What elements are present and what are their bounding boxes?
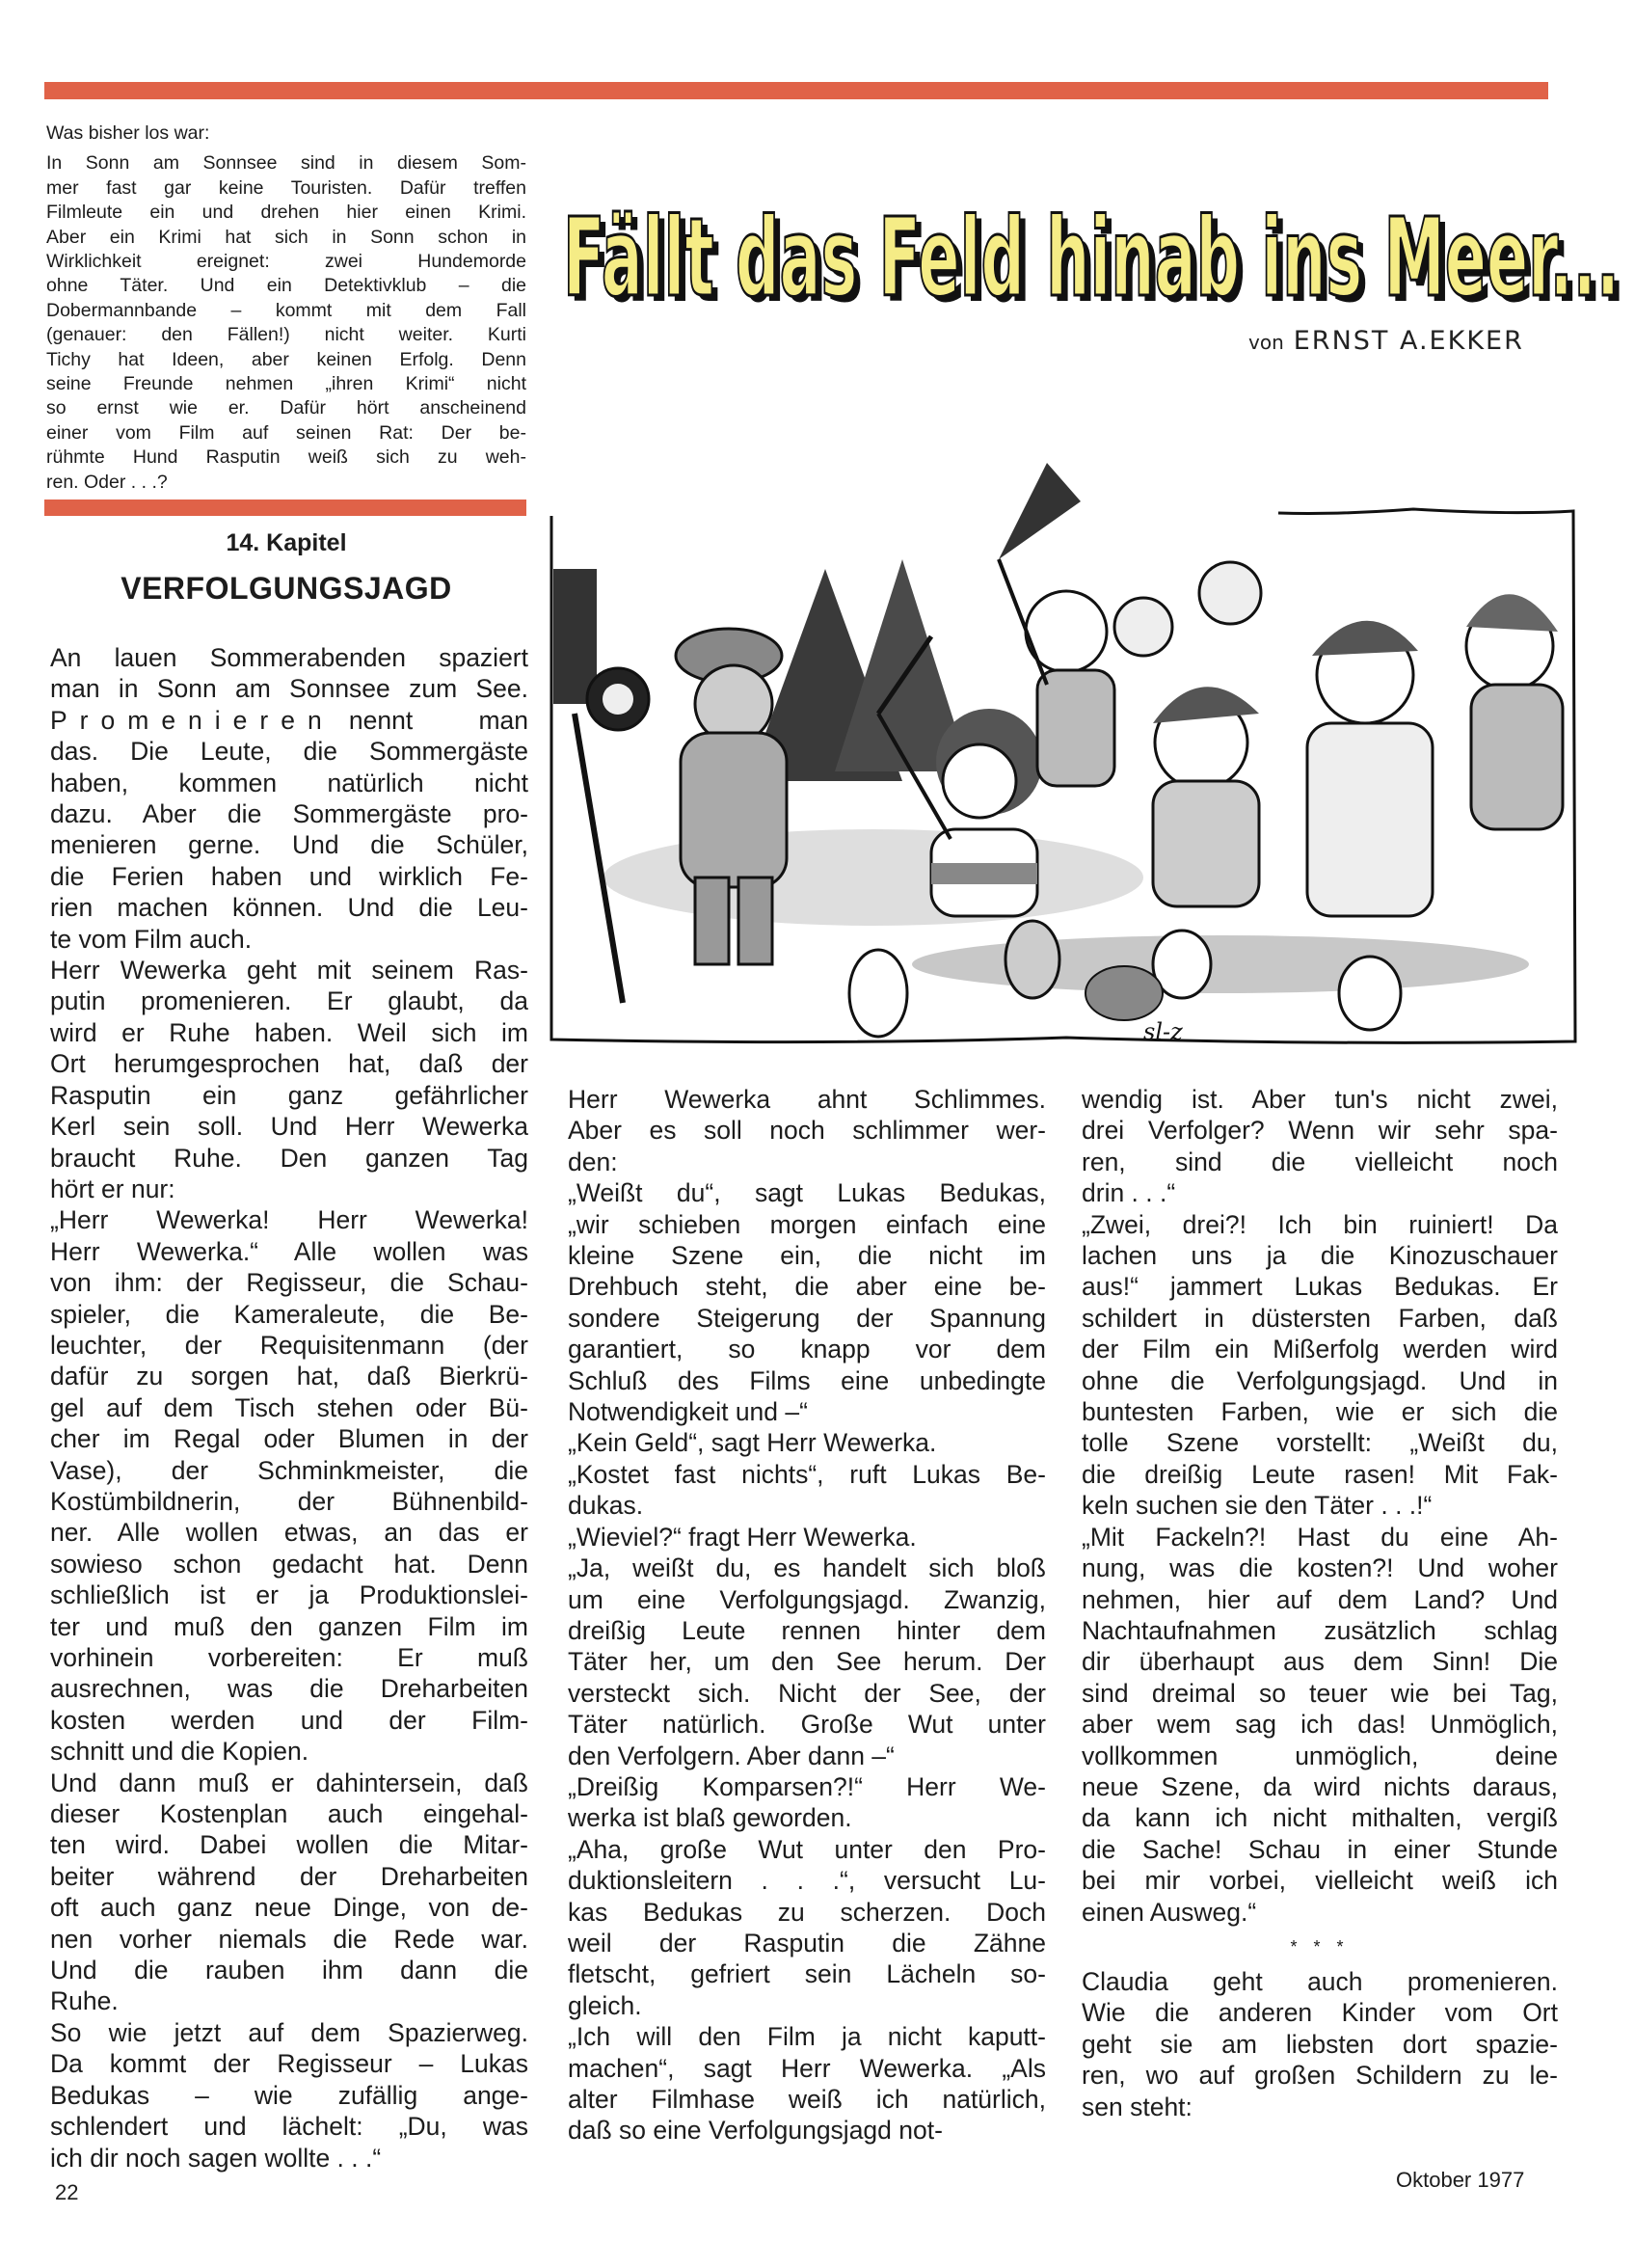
- text-line: ren, wo auf großen Schildern zu le-: [1082, 2061, 1558, 2091]
- text-line: vollkommen unmöglich, deine: [1082, 1741, 1558, 1770]
- text-line: versteckt sich. Nicht der See, der: [568, 1678, 1046, 1708]
- text-line: Drehbuch steht, die aber eine be-: [568, 1272, 1046, 1302]
- text-line: kosten werden und der Film-: [50, 1705, 528, 1735]
- text-line: Und dann muß er dahintersein, daß: [50, 1768, 528, 1797]
- text-line: gel auf dem Tisch stehen oder Bü-: [50, 1392, 528, 1422]
- text-line: Schluß des Films eine unbedingte: [568, 1365, 1046, 1395]
- text-line: „Herr Wewerka! Herr Wewerka!: [50, 1205, 528, 1235]
- text-line: keln suchen sie den Täter . . .!“: [1082, 1491, 1433, 1521]
- headline-title-text: Fällt das Feld hinab ins Meer...: [563, 204, 1620, 310]
- recap-box: [46, 122, 526, 495]
- text-line: spieler, die Kameraleute, die Be-: [50, 1299, 528, 1329]
- paragraph: [1082, 1522, 1558, 1928]
- paragraph: [568, 1177, 1046, 1427]
- text-line: schlendert und lächelt: „Du, was: [50, 2112, 528, 2142]
- paragraph: [568, 1522, 1046, 1552]
- text-line: die Sache! Schau in einer Stunde: [1082, 1834, 1558, 1864]
- text-line: um eine Verfolgungsjagd. Zwanzig,: [568, 1584, 1046, 1614]
- text-line: ner. Alle wollen etwas, an das er: [50, 1518, 528, 1548]
- paragraph: [50, 1768, 528, 2017]
- text-line: dir überhaupt aus dem Sinn! Die: [1082, 1647, 1558, 1677]
- text-line: ausrechnen, was die Dreharbeiten: [50, 1674, 528, 1704]
- text-line: die dreißig Leute rasen! Mit Fak-: [1082, 1459, 1558, 1489]
- text-line: ich dir noch sagen wollte . . .“: [50, 2143, 382, 2173]
- text-line: dazu. Aber die Sommergäste pro-: [50, 799, 528, 829]
- text-line: neue Szene, da wird nichts daraus,: [1082, 1771, 1558, 1801]
- text-line: buntesten Farben, wie er sich die: [1082, 1397, 1558, 1427]
- text-line: werka ist blaß geworden.: [568, 1803, 852, 1833]
- text-line: den Verfolgern. Aber dann –“: [568, 1741, 895, 1770]
- text-line: von ihm: der Regisseur, die Schau-: [50, 1268, 528, 1298]
- text-line: duktionsleitern . . .“, versucht Lu-: [568, 1866, 1046, 1896]
- paragraph: [568, 1552, 1046, 1771]
- text-line: ren, sind die vielleicht noch: [1082, 1147, 1558, 1176]
- text-line: Herr Wewerka.“ Alle wollen was: [50, 1236, 528, 1266]
- article-column-3: [1082, 1084, 1558, 2122]
- text-line: drei Verfolger? Wenn wir sehr spa-: [1082, 1116, 1558, 1146]
- text-line: nehmen, hier auf dem Land? Und: [1082, 1584, 1558, 1614]
- text-line: „Kostet fast nichts“, ruft Lukas Be-: [568, 1459, 1046, 1489]
- paragraph: [1082, 1209, 1558, 1522]
- text-line: Herr Wewerka geht mit seinem Ras-: [50, 956, 528, 986]
- accent-bar-recap: [44, 500, 526, 516]
- paragraph: [568, 1427, 1046, 1458]
- article-column-1: [50, 642, 528, 2174]
- text-line: kas Bedukas zu scherzen. Doch: [568, 1897, 1046, 1927]
- text-line: wird er Ruhe haben. Weil sich im: [50, 1017, 528, 1047]
- text-line: te vom Film auch.: [50, 924, 253, 954]
- headline-title: [563, 204, 1633, 310]
- text-line: tolle Szene vorstellt: „Weißt du,: [1082, 1428, 1558, 1458]
- paragraph: [50, 955, 528, 1204]
- recap-line: ohne Täter. Und ein Detektivklub – die: [46, 275, 526, 297]
- chapter-number: 14. Kapitel: [226, 529, 347, 556]
- text-line: Aber es soll noch schlimmer wer-: [568, 1116, 1046, 1146]
- text-line: oft auch ganz neue Dinge, von de-: [50, 1893, 528, 1923]
- text-line: schnitt und die Kopien.: [50, 1737, 309, 1767]
- paragraph: [1082, 1084, 1558, 1209]
- text-line: aus!“ jammert Lukas Bedukas. Er: [1082, 1272, 1558, 1302]
- text-line: Täter natürlich. Große Wut unter: [568, 1710, 1046, 1740]
- paragraph: [568, 2021, 1046, 2146]
- text-line: Da kommt der Regisseur – Lukas: [50, 2049, 528, 2079]
- accent-bar-top: [44, 82, 1548, 99]
- byline-prefix: von: [1248, 331, 1284, 354]
- text-line: haben, kommen natürlich nicht: [50, 768, 528, 797]
- paragraph: [50, 2017, 528, 2174]
- text-line: So wie jetzt auf dem Spazierweg.: [50, 2017, 528, 2047]
- chapter-title: VERFOLGUNGSJAGD: [121, 571, 452, 606]
- text-line: rien machen können. Und die Leu-: [50, 893, 528, 923]
- text-line: nen vorher niemals die Rede war.: [50, 1924, 528, 1954]
- recap-heading: Was bisher los war:: [46, 122, 210, 144]
- page-number: 22: [55, 2180, 79, 2204]
- recap-line: Tichy hat Ideen, aber keinen Erfolg. Denn: [46, 348, 526, 370]
- paragraph: [50, 642, 528, 955]
- text-line: machen“, sagt Herr Wewerka. „Als: [568, 2053, 1046, 2083]
- text-line: hört er nur:: [50, 1174, 175, 1203]
- recap-line: Aber ein Krimi hat sich in Sonn schon in: [46, 226, 526, 248]
- text-line: schließlich ist er ja Produktionslei-: [50, 1580, 528, 1610]
- text-line: dukas.: [568, 1491, 644, 1521]
- text-line: man in Sonn am Sonnsee zum See.: [50, 674, 528, 704]
- text-line: sind dreimal so teuer wie bei Tag,: [1082, 1678, 1558, 1708]
- text-line: „wir schieben morgen einfach eine: [568, 1209, 1046, 1239]
- text-line: aber wem sag ich das! Unmöglich,: [1082, 1710, 1558, 1740]
- recap-line: seine Freunde nehmen „ihren Krimi“ nicht: [46, 373, 526, 395]
- text-line: ter und muß den ganzen Film im: [50, 1611, 528, 1641]
- text-line: lachen uns ja die Kinozuschauer: [1082, 1241, 1558, 1271]
- text-line: nung, was die kosten?! Und woher: [1082, 1553, 1558, 1583]
- text-line: das. Die Leute, die Sommergäste: [50, 737, 528, 767]
- text-line: schildert in düstersten Farben, daß: [1082, 1303, 1558, 1333]
- recap-line: Filmleute ein und drehen hier einen Krimi.: [46, 202, 526, 224]
- text-line: den:: [568, 1147, 618, 1176]
- text-line: „Zwei, drei?! Ich bin ruiniert! Da: [1082, 1209, 1558, 1239]
- text-line: sowieso schon gedacht hat. Denn: [50, 1549, 528, 1579]
- text-line: ohne die Verfolgungsjagd. Und in: [1082, 1365, 1558, 1395]
- text-line: Promenieren nennt man: [50, 705, 528, 735]
- text-line: „Aha, große Wut unter den Pro-: [568, 1834, 1046, 1864]
- text-line: dieser Kostenplan auch eingehal-: [50, 1799, 528, 1829]
- text-line: „Ich will den Film ja nicht kaputt-: [568, 2022, 1046, 2052]
- text-line: Kostümbildnerin, der Bühnenbild-: [50, 1486, 528, 1516]
- text-line: „Weißt du“, sagt Lukas Bedukas,: [568, 1178, 1046, 1208]
- text-line: sondere Steigerung der Spannung: [568, 1303, 1046, 1333]
- recap-line: ren. Oder . . .?: [46, 471, 168, 493]
- paragraph: [1082, 1966, 1558, 2122]
- section-break: * * *: [1290, 1936, 1350, 1957]
- text-line: daß so eine Verfolgungsjagd not-: [568, 2116, 943, 2146]
- recap-line: (genauer: den Fällen!) nicht weiter. Kurti: [46, 324, 526, 346]
- recap-body: [46, 151, 526, 495]
- text-line: vorhinein vorbereiten: Er muß: [50, 1643, 528, 1672]
- text-line: Bedukas – wie zufällig ange-: [50, 2080, 528, 2110]
- text-line: dreißig Leute rennen hinter dem: [568, 1615, 1046, 1645]
- text-line: Herr Wewerka ahnt Schlimmes.: [568, 1085, 1046, 1114]
- text-line: „Ja, weißt du, es handelt sich bloß: [568, 1553, 1046, 1583]
- text-line: braucht Ruhe. Den ganzen Tag: [50, 1143, 528, 1173]
- text-line: alter Filmhase weiß ich natürlich,: [568, 2085, 1046, 2114]
- text-line: Ort herumgesprochen hat, daß der: [50, 1049, 528, 1079]
- text-line: „Dreißig Komparsen?!“ Herr We-: [568, 1771, 1046, 1801]
- text-line: „Mit Fackeln?! Hast du eine Ah-: [1082, 1522, 1558, 1552]
- headline-title-shadow: Fällt das Feld hinab ins Meer...: [569, 204, 1625, 310]
- text-line: Rasputin ein ganz gefährlicher: [50, 1080, 528, 1110]
- text-line: Wie die anderen Kinder vom Ort: [1082, 1998, 1558, 2028]
- text-line: ten wird. Dabei wollen die Mitar-: [50, 1830, 528, 1860]
- text-line: geht sie am liebsten dort spazie-: [1082, 2029, 1558, 2059]
- text-line: Ruhe.: [50, 1986, 119, 2016]
- text-line: Nachtaufnahmen zusätzlich schlag: [1082, 1615, 1558, 1645]
- text-line: der Film ein Mißerfolg werden wird: [1082, 1335, 1558, 1364]
- text-line: menieren gerne. Und die Schüler,: [50, 830, 528, 860]
- text-line: Und die rauben ihm dann die: [50, 1956, 528, 1985]
- byline: [1248, 326, 1524, 356]
- text-line: cher im Regal oder Blumen in der: [50, 1424, 528, 1454]
- text-line: Notwendigkeit und –“: [568, 1397, 808, 1427]
- article-column-2: [568, 1084, 1046, 2146]
- text-line: garantiert, so knapp vor dem: [568, 1335, 1046, 1364]
- text-line: kleine Szene ein, die nicht im: [568, 1241, 1046, 1271]
- text-line: Täter her, um den See herum. Der: [568, 1647, 1046, 1677]
- byline-author: ERNST A.EKKER: [1293, 326, 1524, 356]
- issue-date: Oktober 1977: [1396, 2168, 1525, 2192]
- text-line: An lauen Sommerabenden spaziert: [50, 643, 528, 672]
- paragraph: [568, 1834, 1046, 2021]
- text-line: drin . . .“: [1082, 1178, 1176, 1208]
- text-line: einen Ausweg.“: [1082, 1897, 1257, 1927]
- text-line: gleich.: [568, 1990, 642, 2020]
- paragraph: [568, 1084, 1046, 1177]
- recap-line: so ernst wie er. Dafür hört anscheinend: [46, 397, 526, 419]
- text-line: die Ferien haben und wirklich Fe-: [50, 861, 528, 891]
- text-line: Vase), der Schminkmeister, die: [50, 1455, 528, 1485]
- text-line: bei mir vorbei, vielleicht weiß ich: [1082, 1866, 1558, 1896]
- recap-line: mer fast gar keine Touristen. Dafür treffen: [46, 176, 526, 199]
- text-line: Claudia geht auch promenieren.: [1082, 1966, 1558, 1996]
- umbrella-icon: [999, 463, 1081, 559]
- text-line: da kann ich nicht mithalten, vergiß: [1082, 1803, 1558, 1833]
- text-line: wendig ist. Aber tun's nicht zwei,: [1082, 1085, 1558, 1114]
- recap-line: Wirklichkeit ereignet: zwei Hundemorde: [46, 251, 526, 273]
- recap-line: einer vom Film auf seinen Rat: Der be-: [46, 421, 526, 444]
- text-line: leuchter, der Requisitenmann (der: [50, 1330, 528, 1360]
- text-line: fletscht, gefriert sein Lächeln so-: [568, 1959, 1046, 1989]
- text-line: Kerl sein soll. Und Herr Wewerka: [50, 1112, 528, 1142]
- text-line: „Kein Geld“, sagt Herr Wewerka.: [568, 1428, 937, 1458]
- recap-line: Dobermannbande – kommt mit dem Fall: [46, 299, 526, 321]
- recap-line: In Sonn am Sonnsee sind in diesem Som-: [46, 152, 526, 175]
- text-line: „Wieviel?“ fragt Herr Wewerka.: [568, 1522, 917, 1552]
- text-line: weil der Rasputin die Zähne: [568, 1928, 1046, 1958]
- text-line: putin promenieren. Er glaubt, da: [50, 986, 528, 1016]
- cartoon-illustration: [546, 424, 1587, 1051]
- text-line: beiter während der Dreharbeiten: [50, 1861, 528, 1891]
- paragraph: [50, 1204, 528, 1767]
- recap-line: rühmte Hund Rasputin weiß sich zu weh-: [46, 446, 526, 469]
- paragraph: [568, 1459, 1046, 1522]
- artist-signature: sl-z: [1143, 1018, 1183, 1045]
- text-line: sen steht:: [1082, 2092, 1193, 2121]
- bush-icon: [1086, 966, 1163, 1020]
- text-line: dafür zu sorgen hat, daß Bierkrü-: [50, 1362, 528, 1391]
- paragraph: [568, 1771, 1046, 1834]
